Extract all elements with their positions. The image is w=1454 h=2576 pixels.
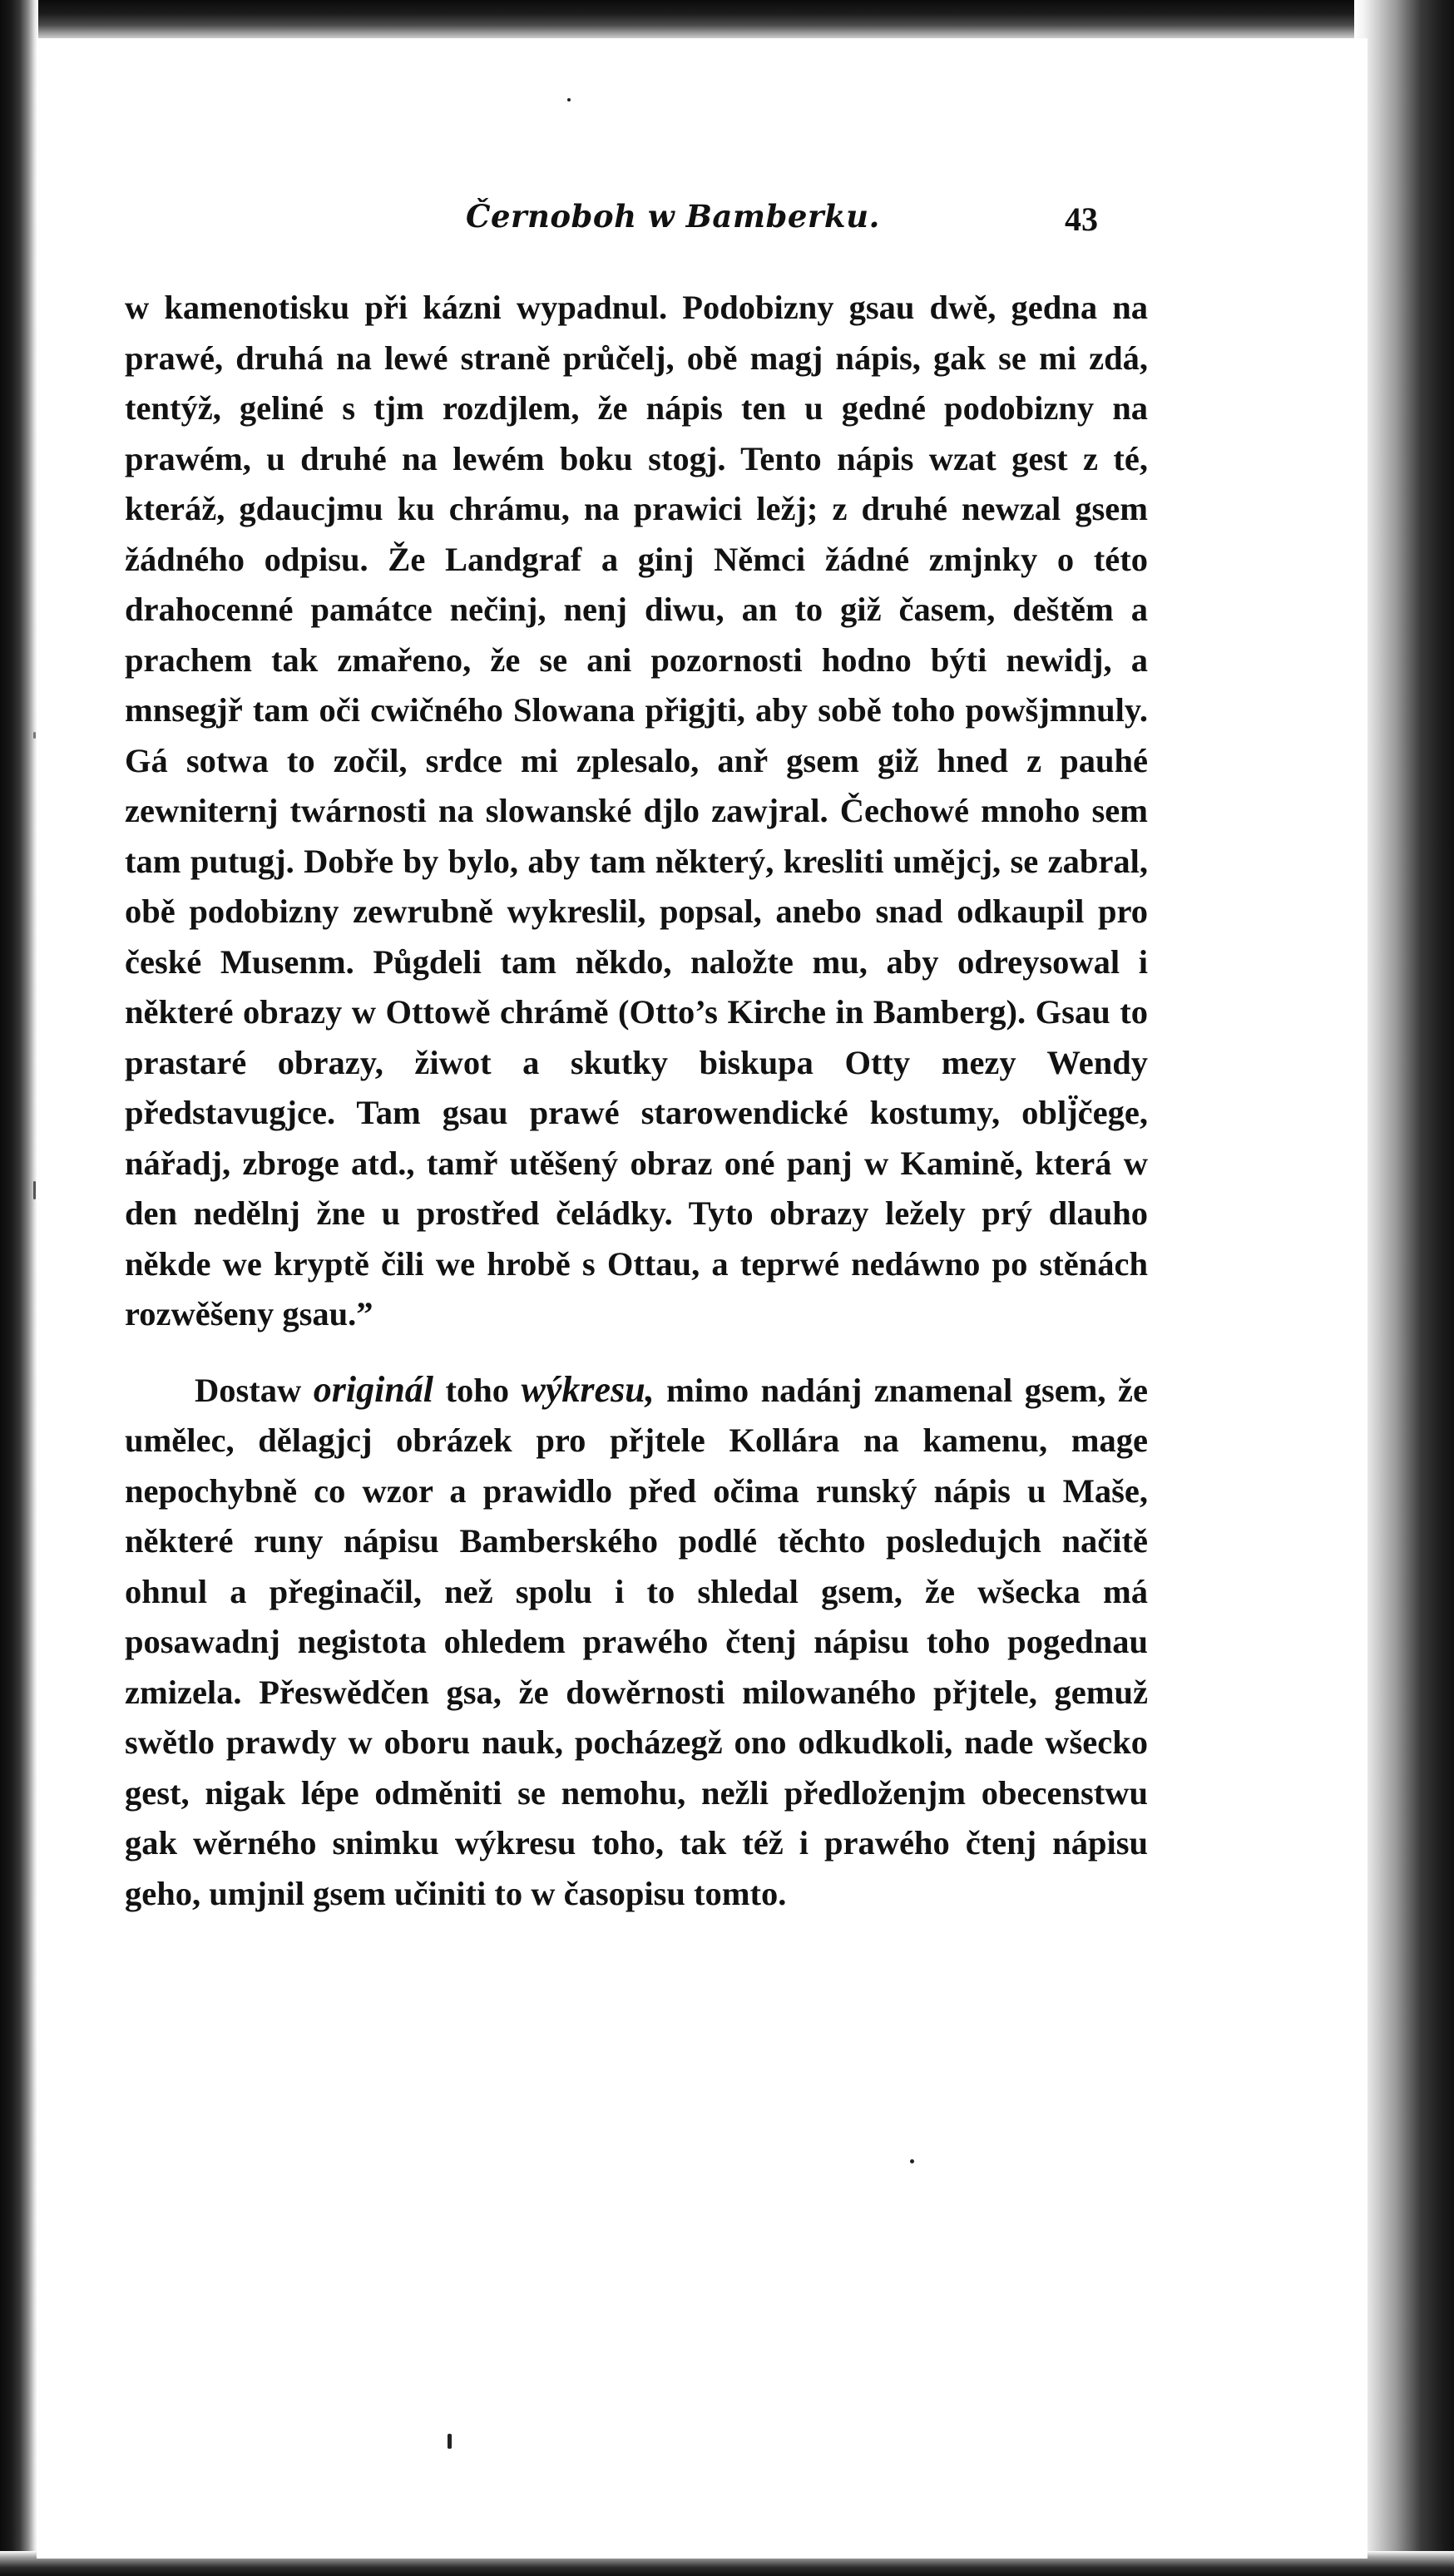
ink-speck (910, 2159, 914, 2163)
paragraph-2-rest: mimo nadánj znamenal gsem, že umělec, dělagjcj obrázek pro přjtele Kollára na kamenu, mage nepochybně co wzor a prawidlo před očima runský nápis u Maše, některé runy nápisu Bamberského podlé těchto posledujch načitě ohnul a přeginačil, než spolu i to shledal gsem, že wšecka má posawadnj negistota ohledem prawého čtenj nápisu toho pogednau zmizela. Přeswědčen gsa, že dowěrnosti milowaného přjtele, gemuž swětlo prawdy w oboru nauk, pocházegž ono odkudkoli, nade wšecko gest, nigak lépe odměniti se nemohu, nežli předloženjm obecenstwu gak wěrného snimku wýkresu toho, tak též i prawého čtenj nápisu geho, umjnil gsem učiniti to w časopisu tomto. (125, 1371, 1148, 1912)
page-number: 43 (1065, 200, 1098, 238)
paragraph-2-lead: Dostaw (195, 1371, 314, 1409)
paragraph-1: w kamenotisku při kázni wypadnul. Podobizny gsau dwě, gedna na prawé, druhá na lewé straně průčelj, obě magj nápis, gak se mi zdá, tentýž, geliné s tjm rozdjlem, že nápis ten u gedné podobizny na prawém, u druhé na lewém boku stogj. Tento nápis wzat gest z té, kteráž, gdaucjmu ku chrámu, na prawici ležj; z druhé newzal gsem žádného odpisu. Že Landgraf a ginj Němci žádné zmjnky o této drahocenné památce nečinj, nenj diwu, an to giž časem, deštěm a prachem tak zmařeno, že se ani pozornosti hodno býti newidj, a mnsegjř tam oči cwičného Slowana přigjti, aby sobě toho powšjmnuly. Gá sotwa to zočil, srdce mi zplesalo, anř gsem giž hned z pauhé zewniternj twárnosti na slowanské djlo zawjral. Čechowé mnoho sem tam putugj. Dobře by bylo, aby tam některý, kresliti umějcj, se zabral, obě podobizny zewrubně wykreslil, popsal, anebo snad odkaupil pro české Musenm. Půgdeli tam někdo, naložte mu, aby odreysowal i některé obrazy w Ottowě chrámě (Otto’s Kirche in Bamberg). Gsau to prastaré obrazy, žiwot a skutky biskupa Otty mezy Wendy představugjce. Tam gsau prawé starowendické kostumy, oblj̈čege, nářadj, zbroge atd., tamř utěšený obraz oné panj w Kamině, která w den nedělnj žne u prostřed čeládky. Tyto obrazy ležely prý dlauho někde we kryptě čili we hrobě s Ottau, a teprwé nedáwno po stěnách rozwěšeny gsau.” (125, 289, 1148, 1332)
paragraph-2-mid: toho (433, 1371, 522, 1409)
running-head (0, 198, 1454, 256)
ink-speck (33, 1181, 36, 1199)
paragraph-2 (125, 1365, 1148, 1920)
emphasis-original: originál (313, 1368, 434, 1410)
body-text (125, 283, 1148, 1919)
scan-edge-right (1354, 0, 1454, 2576)
ink-speck (33, 732, 36, 739)
ink-speck (448, 2434, 452, 2449)
running-title: Černoboh w Bamberku. (466, 198, 880, 235)
ink-speck (567, 98, 571, 101)
scan-edge-left (0, 0, 38, 2576)
emphasis-wykresu: wýkresu, (521, 1368, 655, 1410)
